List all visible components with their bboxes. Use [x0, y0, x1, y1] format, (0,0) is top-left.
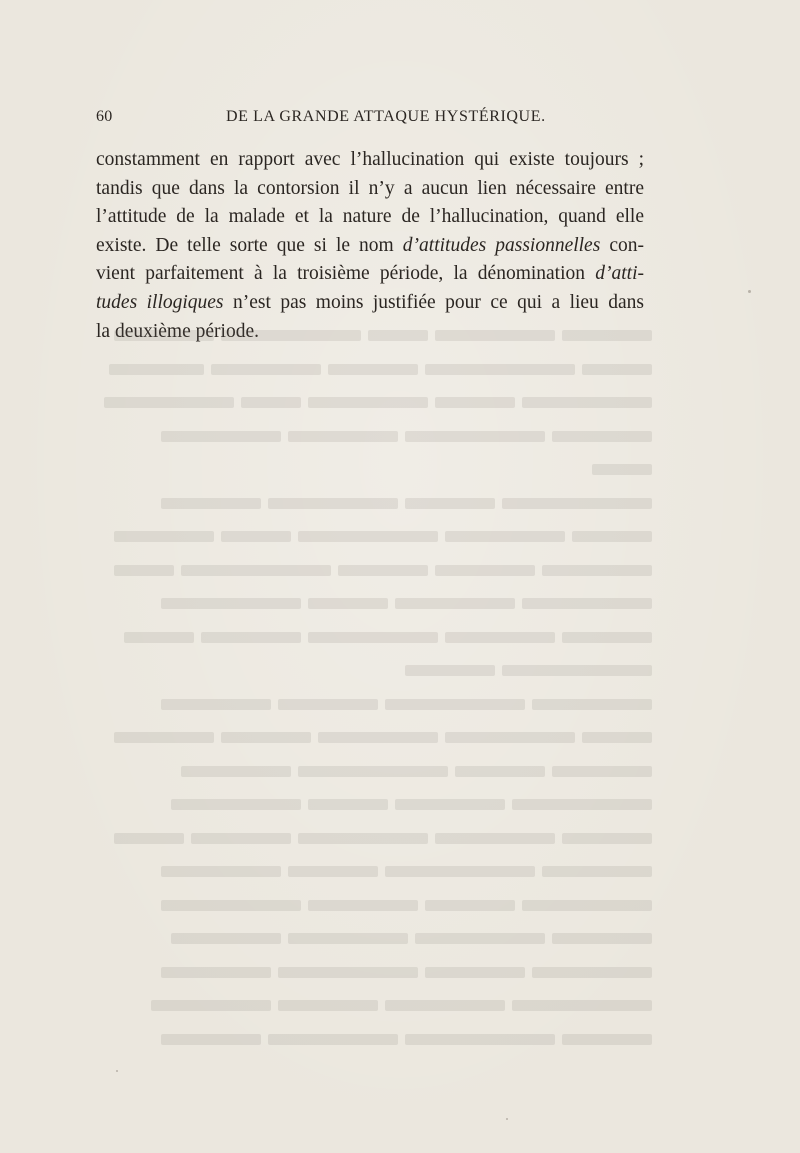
- text-segment: existe. De telle sorte que si le nom: [96, 234, 403, 256]
- paper-speck: [506, 1118, 508, 1120]
- text-segment: con-: [600, 234, 644, 256]
- page-number: 60: [96, 108, 113, 125]
- running-head: DE LA GRANDE ATTAQUE HYSTÉRIQUE.: [226, 108, 546, 125]
- text-line: la deuxième période.: [96, 320, 259, 342]
- text-line: [96, 289, 644, 318]
- text-line: [96, 260, 644, 289]
- show-through-texture: [92, 318, 652, 1048]
- text-segment: vient parfaitement à la troisième période, la dénomination: [96, 263, 596, 285]
- paper-speck: [748, 290, 751, 293]
- paper-speck: [116, 1070, 118, 1072]
- text-line: [96, 232, 644, 261]
- text-segment: n’est pas moins justifiée pour ce qui a lieu dans: [223, 291, 645, 313]
- italic-term: d’attitudes passionnelles: [402, 234, 601, 256]
- italic-term: d’atti-: [595, 263, 644, 285]
- italic-term: tudes illogiques: [96, 291, 224, 313]
- page-header: [96, 108, 636, 132]
- text-line: constamment en rapport avec l’hallucination qui existe toujours ;: [96, 149, 644, 170]
- text-line: l’attitude de la malade et la nature de l’hallucination, quand elle: [96, 206, 644, 228]
- text-line: tandis que dans la contorsion il n’y a aucun lien nécessaire entre: [96, 177, 644, 199]
- body-paragraph: [96, 146, 644, 346]
